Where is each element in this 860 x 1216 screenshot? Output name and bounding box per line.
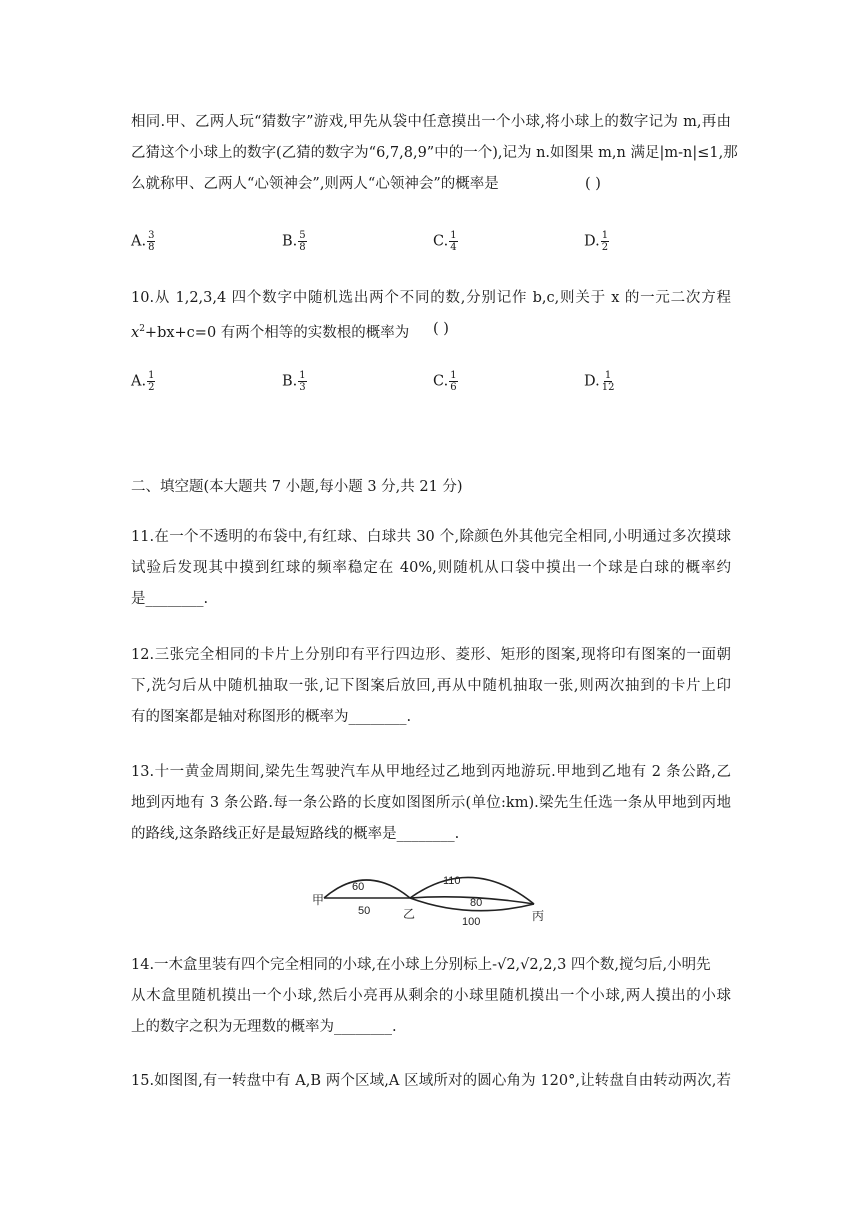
fraction-denominator: 2 (148, 382, 155, 393)
q10-superscript: 2 (139, 324, 145, 334)
q10-answer-paren: ( ) (433, 321, 449, 337)
question-10-text (131, 283, 731, 349)
q10-option-a-fraction (147, 370, 155, 393)
q12-line-1: 12.三张完全相同的卡片上分别印有平行四边形、菱形、矩形的图案,现将印有图案的一面朝 (131, 647, 731, 663)
question-9-options (131, 230, 731, 260)
q9-option-d-letter: D. (584, 233, 600, 250)
q10-option-d-fraction (601, 370, 616, 393)
q10-option-d (584, 370, 615, 393)
q9-option-c (433, 230, 458, 253)
q15-line-1: 15.如图图,有一转盘中有 A,B 两个区域,A 区域所对的圆心角为 120°,让转盘自由转动两次,若 (131, 1073, 731, 1089)
fraction-denominator: 6 (450, 382, 457, 393)
question-10-options (131, 370, 731, 400)
q14-line-1-lead (131, 950, 711, 981)
question-9-text (131, 107, 738, 200)
q9-option-d (584, 230, 609, 253)
question-12-text (131, 640, 731, 733)
q11-line-3: 是________. (131, 591, 209, 607)
fraction-denominator: 12 (601, 382, 615, 393)
fraction-numerator: 5 (299, 230, 306, 241)
fraction-numerator: 1 (299, 370, 306, 381)
q9-line-1: 相同.甲、乙两人玩“猜数字”游戏,甲先从袋中任意摸出一个小球,将小球上的数字记为 m,再由 (131, 114, 731, 130)
fraction-numerator: 3 (148, 230, 155, 241)
q14-line-1 (131, 950, 731, 981)
q14-line-3: 上的数字之积为无理数的概率为________. (131, 1019, 397, 1035)
q9-answer-paren: ( ) (585, 176, 601, 192)
q9-option-c-fraction (449, 230, 457, 253)
q10-option-b-letter: B. (282, 373, 298, 390)
q12-line-3: 有的图案都是轴对称图形的概率为________. (131, 709, 412, 725)
q13-line-2: 地到丙地有 3 条公路.每一条公路的长度如图图所示(单位:km).梁先生任选一条从甲地到丙地 (131, 795, 731, 811)
question-13-text (131, 757, 731, 850)
q9-line-3-text: 么就称甲、乙两人“心领神会”,则两人“心领神会”的概率是 (131, 176, 499, 192)
q14-line-1-text: 14.一木盒里装有四个完全相同的小球,在小球上分别标上- (131, 957, 498, 973)
q10-option-b (282, 370, 307, 393)
fraction-denominator: 8 (299, 242, 306, 253)
question-11-text (131, 522, 731, 615)
fraction-denominator: 2 (601, 242, 609, 253)
road-length-80: 80 (470, 897, 483, 909)
fraction-denominator: 3 (299, 382, 306, 393)
q9-option-a-letter: A. (131, 233, 147, 250)
q9-line-3 (131, 169, 731, 200)
q9-line-2: 乙猜这个小球上的数字(乙猜的数字为“6,7,8,9”中的一个),记为 n.如图果 m,n 满足|m-n|≤1,那 (131, 145, 738, 161)
place-label-jia: 甲 (312, 893, 325, 907)
q10-line-1: 10.从 1,2,3,4 四个数字中随机选出两个不同的数,分别记作 b,c,则关于 x 的一元二次方程 (131, 290, 731, 306)
q11-line-2: 试验后发现其中摸到红球的频率稳定在 40%,则随机从口袋中摸出一个球是白球的概率约 (131, 560, 731, 576)
q14-line-2: 从木盒里随机摸出一个小球,然后小亮再从剩余的小球里随机摸出一个小球,两人摸出的小球 (131, 988, 731, 1004)
road-length-100: 100 (462, 916, 481, 928)
q10-option-b-fraction (298, 370, 306, 393)
fraction-denominator: 4 (450, 242, 457, 253)
q10-line-2 (131, 314, 731, 349)
fraction-numerator: 1 (601, 230, 609, 241)
section-heading-text: 二、填空题(本大题共 7 小题,每小题 3 分,共 21 分) (131, 479, 463, 495)
fraction-numerator: 1 (604, 370, 612, 381)
question-15-text (131, 1066, 731, 1097)
q9-option-c-letter: C. (433, 233, 449, 250)
q14-line-1-rest: ,2,3 四个数,搅匀后,小明先 (538, 957, 711, 973)
q10-option-a (131, 370, 155, 393)
q9-option-b-letter: B. (282, 233, 298, 250)
road-jia-yi-upper (324, 880, 410, 898)
q10-option-c (433, 370, 458, 393)
q12-line-2: 下,洗匀后从中随机抽取一张,记下图案后放回,再从中随机抽取一张,则两次抽到的卡片上印 (131, 678, 731, 694)
q10-option-c-fraction (449, 370, 457, 393)
fraction-numerator: 1 (148, 370, 155, 381)
section-2-heading (131, 472, 731, 503)
sqrt-two: √2 (520, 957, 539, 973)
place-label-bing: 丙 (532, 909, 545, 923)
q13-line-3: 的路线,这条路线正好是最短路线的概率是________. (131, 826, 460, 842)
road-length-60: 60 (352, 881, 365, 893)
q10-variable-x: x (131, 324, 140, 341)
fraction-denominator: 8 (148, 242, 155, 253)
q9-option-b (282, 230, 307, 253)
place-label-yi: 乙 (403, 907, 416, 921)
q9-option-d-fraction (601, 230, 609, 253)
q10-option-c-letter: C. (433, 373, 449, 390)
q10-line-2-text: +bx+c=0 有两个相等的实数根的概率为 (144, 324, 410, 341)
road-length-110: 110 (443, 875, 461, 887)
road-length-50: 50 (358, 905, 371, 917)
sqrt-two-negative: √2 (497, 957, 516, 973)
fraction-numerator: 1 (450, 230, 457, 241)
q10-option-a-letter: A. (131, 373, 147, 390)
q9-option-a (131, 230, 155, 253)
q14-comma: , (515, 957, 521, 973)
fraction-numerator: 1 (450, 370, 457, 381)
road-route-diagram (300, 862, 560, 932)
q10-option-d-letter: D. (584, 373, 600, 390)
q11-line-1: 11.在一个不透明的布袋中,有红球、白球共 30 个,除颜色外其他完全相同,小明通过多次摸球 (131, 529, 731, 545)
q13-line-1: 13.十一黄金周期间,梁先生驾驶汽车从甲地经过乙地到丙地游玩.甲地到乙地有 2 条公路,乙 (131, 764, 731, 780)
q9-option-b-fraction (298, 230, 306, 253)
q9-option-a-fraction (147, 230, 155, 253)
question-14-text (131, 950, 731, 1043)
